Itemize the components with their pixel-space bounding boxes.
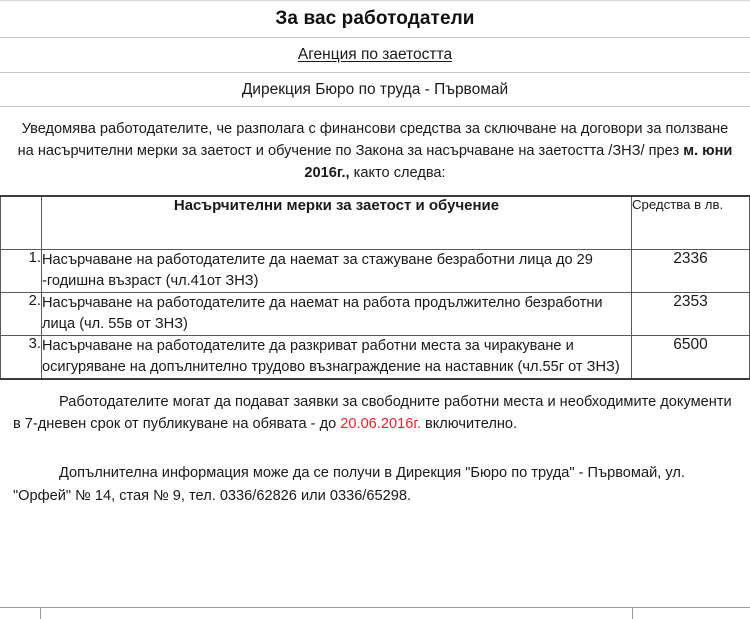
agency-name: Агенция по заетостта bbox=[297, 46, 453, 63]
agency-row bbox=[0, 38, 750, 73]
deadline-date: 20.06.2016г. bbox=[340, 416, 421, 433]
column-header-measure: Насърчителни мерки за заетост и обучение bbox=[42, 196, 632, 250]
contact-paragraph: Допълнителна информация може да се получи в Дирекция "Бюро по труда" - Първомай, ул. "Орфей" № 14, стая № 9, тел. 0336/62826 или 0336/65298. bbox=[13, 465, 685, 504]
branch-row bbox=[0, 73, 750, 107]
row-number: 1. bbox=[1, 249, 42, 292]
row-number: 3. bbox=[1, 335, 42, 379]
closing-paragraph bbox=[0, 380, 750, 437]
closing-text-part2: включително. bbox=[420, 416, 518, 433]
next-table-divider-left bbox=[40, 608, 41, 619]
table-row bbox=[1, 249, 750, 292]
measures-table bbox=[0, 195, 750, 380]
row-number: 2. bbox=[1, 292, 42, 335]
table-row bbox=[1, 292, 750, 335]
row-measure-text: Насърчаване на работодателите да наемат за стажуване безработни лица до 29 -годишна възраст (чл.41от ЗНЗ) bbox=[42, 249, 632, 292]
column-header-number bbox=[1, 196, 42, 250]
intro-paragraph bbox=[0, 107, 750, 195]
closing-text-part1: Работодателите могат да подават заявки за свободните работни места и необходимите документи в 7-дневен срок от публикуване на обявата - до bbox=[13, 393, 732, 433]
column-header-amount: Средства в лв. bbox=[632, 196, 750, 250]
branch-name: Дирекция Бюро по труда - Първомай bbox=[241, 80, 509, 98]
row-measure-text: Насърчаване на работодателите да наемат на работа продължително безработни лица (чл. 55в от ЗНЗ) bbox=[42, 292, 632, 335]
intro-text-part2: както следва: bbox=[349, 165, 446, 182]
table-header-row bbox=[1, 196, 750, 250]
intro-period-highlight: м. юни 2016г., bbox=[304, 143, 733, 182]
row-amount: 6500 bbox=[632, 335, 750, 379]
intro-text-part1: Уведомява работодателите, че разполага с финансови средства за сключване на договори за ползване на насърчителни мерки за заетост и обучение по Закона за насърчаване на заетостта /ЗНЗ/ през bbox=[17, 121, 729, 160]
document-title-row bbox=[0, 0, 750, 38]
next-table-partial bbox=[0, 607, 750, 619]
row-measure-text: Насърчаване на работодателите да разкриват работни места за чиракуване и осигуряване на допълнително трудово възнаграждение на наставник (чл.55г от ЗНЗ) bbox=[42, 335, 632, 379]
row-amount: 2336 bbox=[632, 249, 750, 292]
row-amount: 2353 bbox=[632, 292, 750, 335]
page-title: За вас работодатели bbox=[275, 8, 475, 29]
next-table-divider-right bbox=[632, 608, 633, 619]
table-row bbox=[1, 335, 750, 379]
